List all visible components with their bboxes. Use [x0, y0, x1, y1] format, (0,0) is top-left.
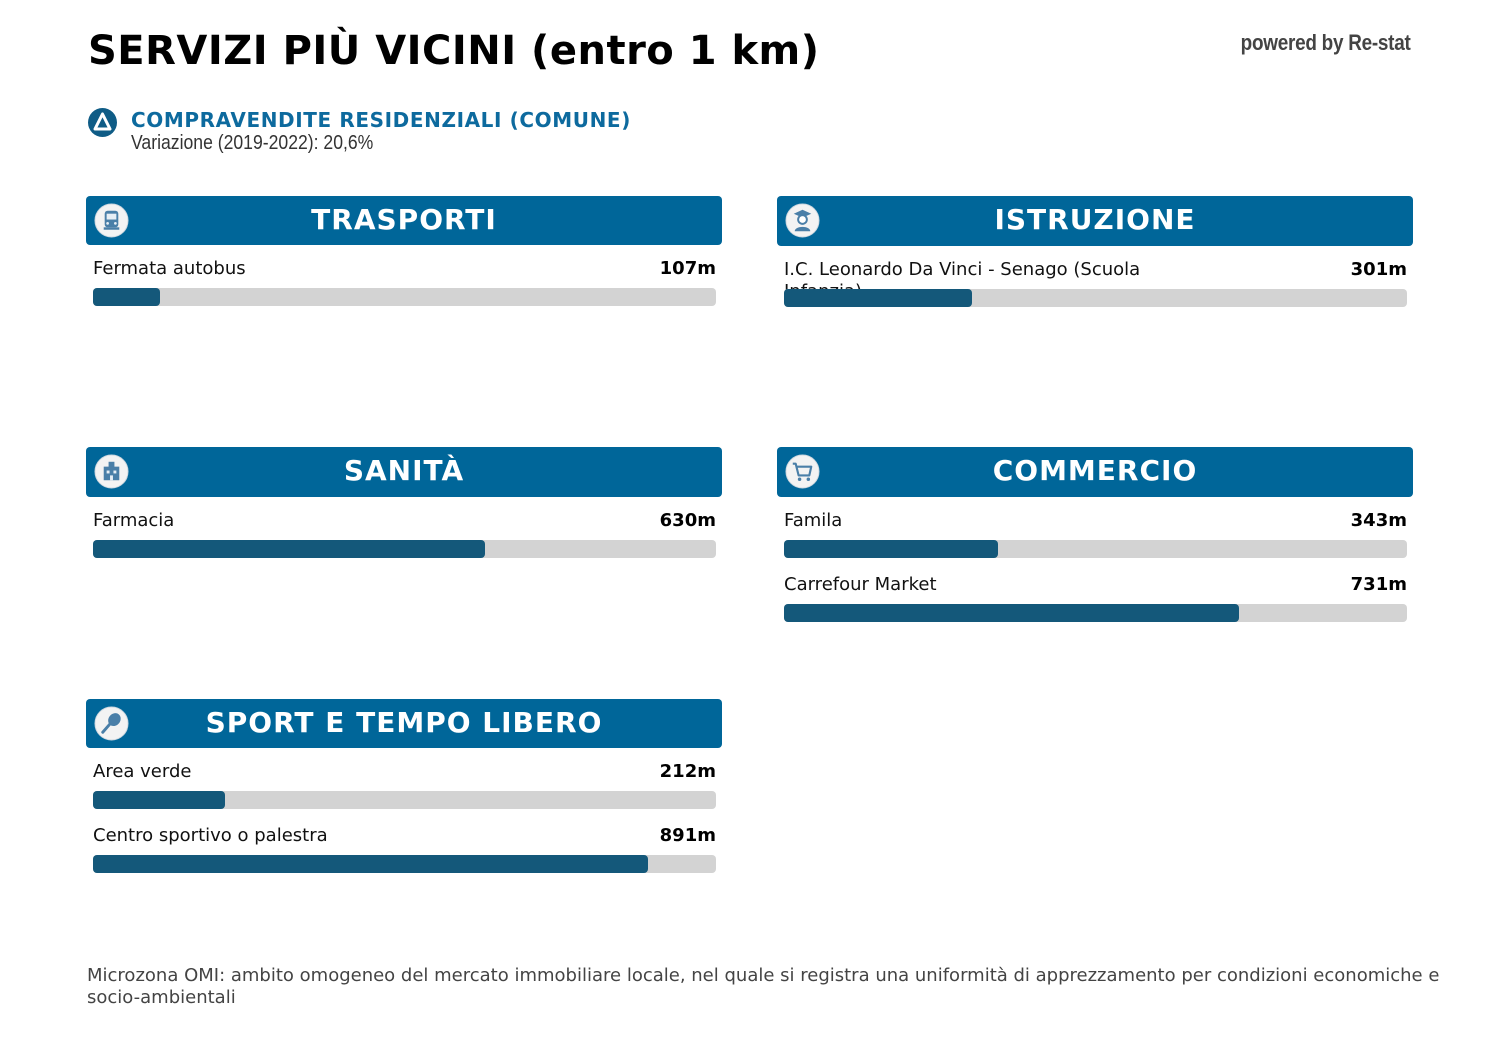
panel-header — [86, 196, 722, 245]
bar-track — [93, 855, 716, 873]
bar-value-label: 731m — [1350, 574, 1407, 595]
bar-row — [93, 510, 716, 556]
bar-label: Carrefour Market — [784, 574, 937, 595]
bar-fill — [784, 289, 972, 307]
panel-header — [777, 447, 1413, 497]
panel-commercio — [777, 447, 1413, 595]
bar-track — [784, 289, 1407, 307]
triangle-up-icon — [88, 108, 117, 137]
bar-track — [784, 540, 1407, 558]
bar-fill — [784, 540, 998, 558]
bar-fill — [93, 288, 160, 306]
bar-label: Fermata autobus — [93, 258, 246, 279]
bar-fill — [93, 855, 648, 873]
bar-label: Area verde — [93, 761, 192, 782]
powered-by-logo: powered by Re-stat — [1241, 30, 1411, 55]
bar-label: Famila — [784, 510, 843, 531]
bar-row — [784, 574, 1407, 620]
page-title: SERVIZI PIÙ VICINI (entro 1 km) — [88, 28, 820, 74]
panel-sport — [86, 699, 722, 846]
bar-label: Farmacia — [93, 510, 175, 531]
bar-value-label: 301m — [1350, 259, 1407, 280]
bar-track — [93, 791, 716, 809]
panel-title: SPORT E TEMPO LIBERO — [205, 706, 603, 739]
panel-header — [777, 196, 1413, 246]
bar-fill — [784, 604, 1239, 622]
bar-value-label: 891m — [659, 825, 716, 846]
bar-label: Centro sportivo o palestra — [93, 825, 328, 846]
bar-row — [784, 259, 1407, 305]
bar-row — [784, 510, 1407, 556]
bar-row — [93, 258, 716, 304]
panel-trasporti — [86, 196, 722, 279]
bar-fill — [93, 540, 485, 558]
bar-label: I.C. Leonardo Da Vinci - Senago (Scuola — [784, 259, 1141, 280]
bar-track — [93, 540, 716, 558]
panel-title: TRASPORTI — [311, 203, 497, 236]
panel-istruzione — [777, 196, 1413, 280]
bar-row — [93, 761, 716, 807]
panel-header — [86, 447, 722, 497]
bar-track — [784, 604, 1407, 622]
bar-fill — [93, 791, 225, 809]
bar-track — [93, 288, 716, 306]
trend-subtitle: Variazione (2019-2022): 20,6% — [131, 132, 374, 154]
trend-title: COMPRAVENDITE RESIDENZIALI (COMUNE) — [131, 108, 631, 132]
panel-header — [86, 699, 722, 748]
footnote: Microzona OMI: ambito omogeneo del mercato immobiliare locale, nel quale si registra una uniformità di apprezzamento per condizioni economiche e socio-ambientali — [87, 965, 1440, 1008]
panel-sanita — [86, 447, 722, 531]
bar-value-label: 630m — [659, 510, 716, 531]
bar-row — [93, 825, 716, 871]
panel-title: ISTRUZIONE — [994, 203, 1196, 236]
bar-value-label: 212m — [659, 761, 716, 782]
panel-title: COMMERCIO — [992, 454, 1198, 487]
bar-value-label: 343m — [1350, 510, 1407, 531]
panel-title: SANITÀ — [343, 454, 465, 487]
bar-value-label: 107m — [659, 258, 716, 279]
